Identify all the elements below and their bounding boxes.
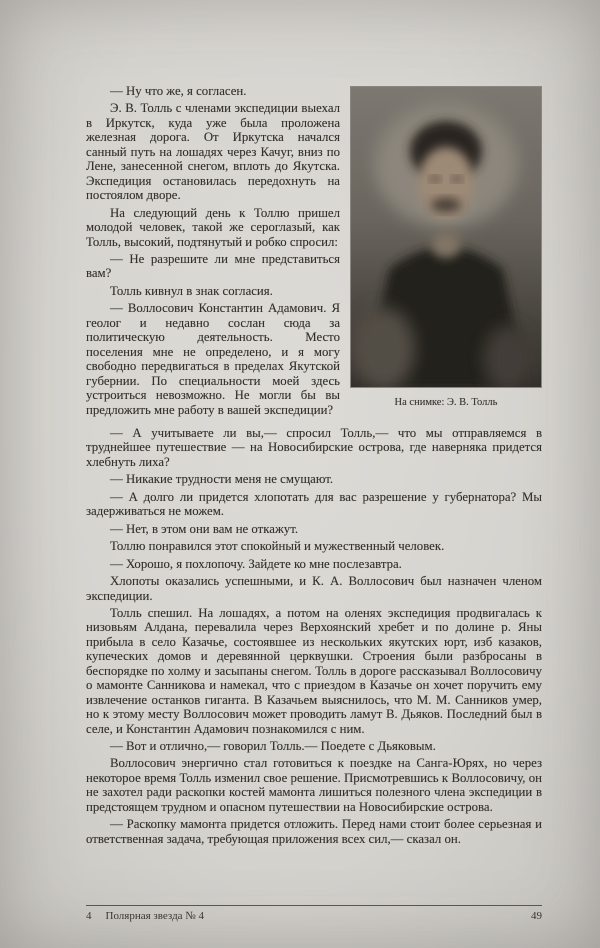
paragraph: — А долго ли придется хлопотать для вас разрешение у губернатора? Мы задерживаться не можем.: [86, 489, 542, 519]
footer-rule: [86, 905, 542, 906]
full-width-section: [86, 426, 542, 846]
footer: [86, 905, 542, 922]
paragraph: — Воллосович Константин Адамович. Я геолог и недавно сослан сюда за политическую деятельность. Место поселения мне не определено, и я могу свободно передвигаться в пределах Якутской губернии. По специальности моей здесь устроиться невозможно. Не могли бы вы предложить мне работу в вашей экспедиции?: [86, 301, 340, 417]
paragraph: На следующий день к Толлю пришел молодой человек, такой же сероглазый, как Толль, высокий, подтянутый и робко спросил:: [86, 205, 340, 249]
footer-left-group: [86, 910, 204, 922]
paragraph: — Вот и отлично,— говорил Толль.— Поедете с Дьяковым.: [110, 739, 436, 754]
photo-figure: [350, 86, 542, 420]
paragraph: — Не разрешите ли мне представиться вам?: [86, 251, 340, 281]
paragraph: — Раскопку мамонта придется отложить. Перед нами стоит более серьезная и ответственная задача, требующая приложения всех сил,— сказал он.: [86, 817, 542, 846]
photo-caption: На снимке: Э. В. Толль: [394, 397, 498, 408]
top-section: [86, 84, 542, 420]
paragraph: — Нет, в этом они вам не откажут.: [110, 521, 299, 536]
paragraph: — А учитываете ли вы,— спросил Толль,— что мы отправляемся в труднейшее путешествие — на Новосибирские острова, где наверняка придется хлебнуть лиха?: [86, 425, 542, 469]
edition-mark: 4: [86, 910, 92, 922]
paragraph: Э. В. Толль с членами экспедиции выехал в Иркутск, куда уже была проложена железная дорога. От Иркутска начался санный путь на лошадях через Качуг, вниз по Лене, занесенной снегом, вплоть до Якутска. Экспедиция остановилась передохнуть на постоялом дворе.: [86, 101, 340, 203]
paragraph: Толль спешил. На лошадях, а потом на оленях экспедиция продвигалась к низовьям Алдана, перевалила через Верхоянский хребет и по долине р. Яны прибыла в село Казачье, состоявшее из нескольких якутских юрт, изб казаков, купеческих домов и деревянной церквушки. Строения были разбросаны в беспорядке по холму и засыпаны снегом. Толль в дороге рассказывал Воллосовичу о мамонте Санникова и намекал, что с приездом в Казачье он хочет поручить ему извлечение останков гиганта. В Казачьем выяснилось, что М. М. Санников умер, но к этому месту Воллосович может проводить ламут В. Дьяков. Последний был в селе, и Константин Адамович познакомился с ним.: [86, 605, 542, 736]
page-number: 49: [531, 910, 542, 922]
paragraph: — Никакие трудности меня не смущают.: [110, 472, 334, 487]
paragraph: Хлопоты оказались успешными, и К. А. Воллосович был назначен членом экспедиции.: [86, 574, 542, 603]
text-column: [86, 84, 340, 420]
journal-name: Полярная звезда № 4: [105, 910, 205, 922]
portrait-photo: [350, 86, 542, 388]
footer-row: [86, 910, 542, 922]
paragraph: Воллосович энергично стал готовиться к поездке на Санга-Юрях, но через некоторое время Толль изменил свое решение. Присмотревшись к Воллосовичу, он не захотел ради раскопки костей мамонта лишиться полезного члена экспедиции в предстоящем трудном и опасном путешествии на Новосибирские острова.: [86, 756, 542, 814]
paragraph: Толль кивнул в знак согласия.: [110, 283, 273, 298]
paragraph: — Ну что же, я согласен.: [110, 84, 247, 98]
paragraph: — Хорошо, я похлопочу. Зайдете ко мне послезавтра.: [110, 556, 402, 571]
paragraph: Толлю понравился этот спокойный и мужественный человек.: [110, 539, 445, 554]
body-text: [86, 84, 542, 846]
